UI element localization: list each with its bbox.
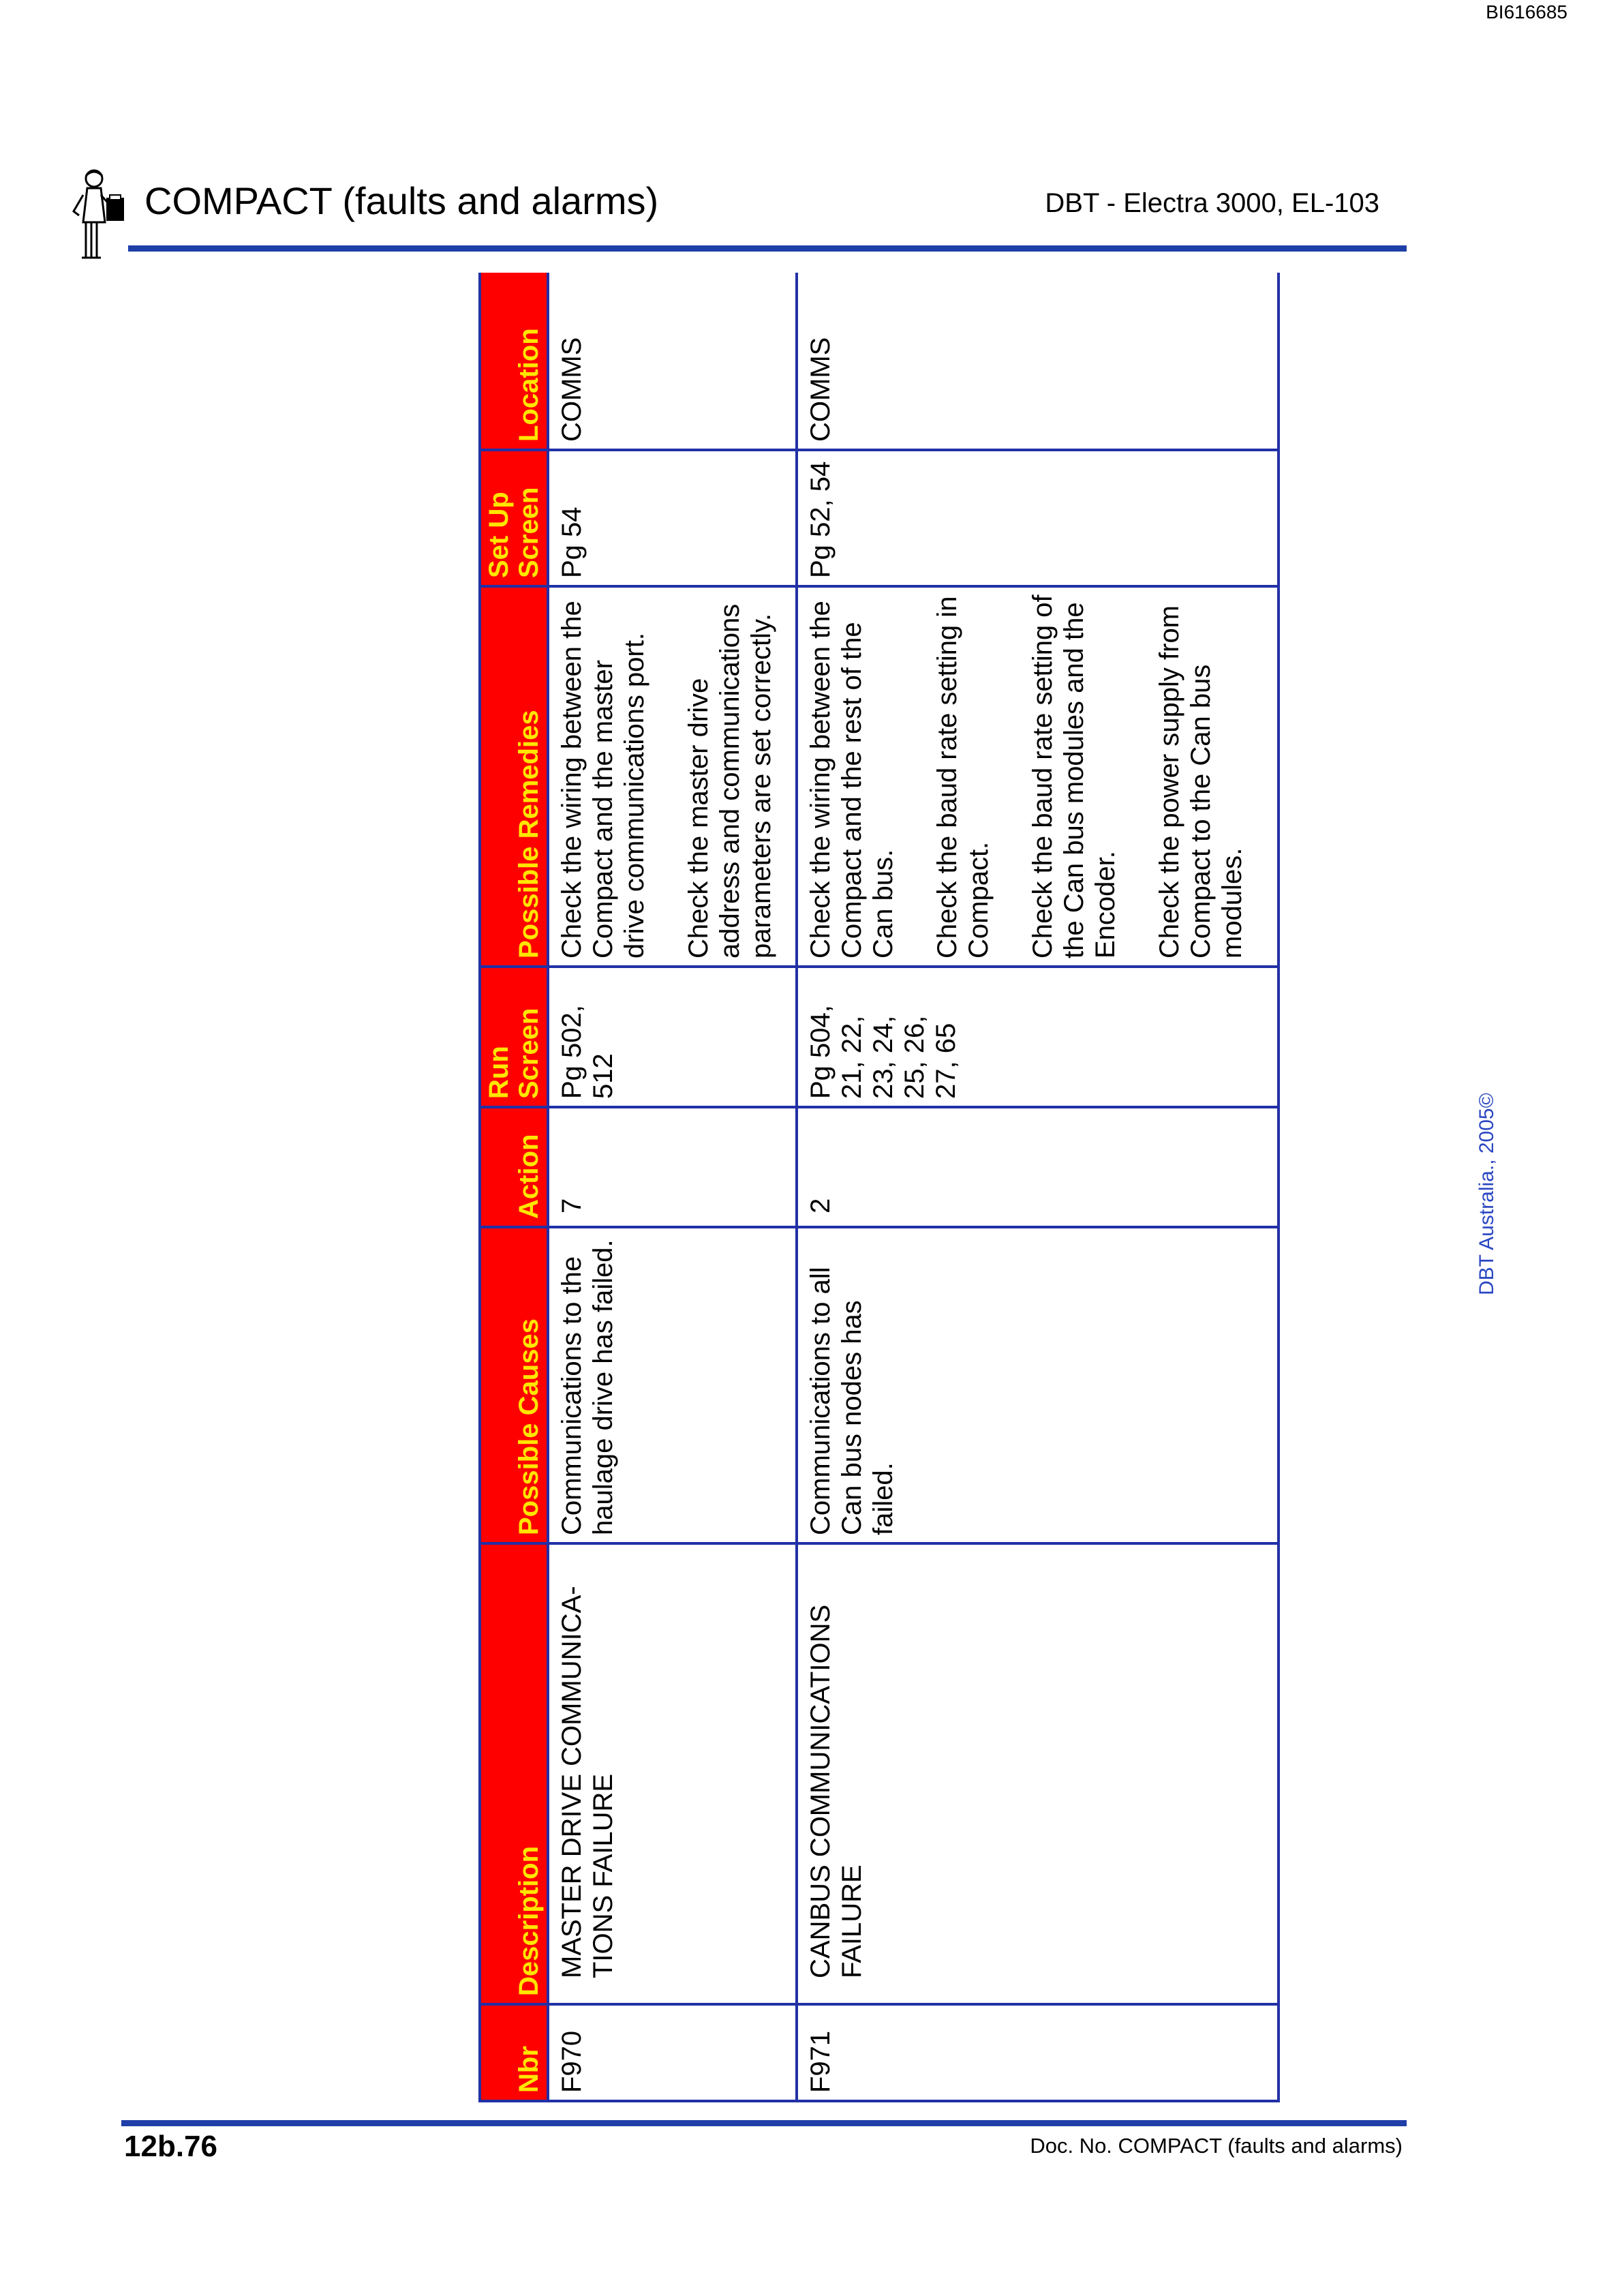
fault-setup-screen: Pg 52, 54	[797, 450, 1279, 586]
fault-action: 7	[548, 1107, 797, 1227]
fault-number: F970	[548, 2004, 797, 2101]
fault-description: CANBUS COMMUNICATIONS FAILURE	[797, 1543, 1279, 2004]
col-header-description: Description	[480, 1543, 548, 2004]
col-header-location: Location	[480, 273, 548, 450]
footer-rule	[121, 2120, 1407, 2126]
fault-table-frame	[478, 273, 1280, 2102]
fault-location: COMMS	[548, 273, 797, 450]
remedy-item: Check the master drive address and communications parameters are set correctly.	[684, 603, 776, 958]
fault-causes: Communications to the haulage drive has failed.	[548, 1227, 797, 1543]
col-header-causes: Possible Causes	[480, 1227, 548, 1543]
fault-number: F971	[797, 2004, 1279, 2101]
remedy-item: Check the power supply from Compact to the Can bus modules.	[1154, 605, 1248, 958]
remedy-item: Check the wiring between the Compact and the rest of the Can bus.	[806, 601, 899, 958]
header-rule	[128, 245, 1407, 252]
table-row	[548, 273, 797, 2101]
copyright-text: DBT Australia., 2005©	[1475, 1093, 1498, 1295]
col-header-remedies: Possible Remedies	[480, 586, 548, 967]
remedy-item: Check the baud rate setting of the Can bus modules and the Encoder.	[1028, 594, 1121, 958]
remedy-item: Check the baud rate setting in Compact.	[932, 596, 994, 958]
fault-table-rotated	[478, 273, 1280, 2102]
table-row	[797, 273, 1279, 2101]
fault-description: MASTER DRIVE COMMUNICA-TIONS FAILURE	[548, 1543, 797, 2004]
fault-location: COMMS	[797, 273, 1279, 450]
col-header-nbr: Nbr	[480, 2004, 548, 2101]
document-id: BI616685	[1486, 1, 1567, 22]
fault-action: 2	[797, 1107, 1279, 1227]
machine-reference: DBT - Electra 3000, EL-103	[1045, 188, 1379, 218]
remedy-item: Check the wiring between the Compact and the master drive communications port.	[557, 601, 649, 958]
col-header-action: Action	[480, 1107, 548, 1227]
col-header-setup-screen: Set Up Screen	[480, 450, 548, 586]
fault-remedies	[797, 586, 1279, 967]
col-header-run-screen: Run Screen	[480, 967, 548, 1107]
footer-doc-number: Doc. No. COMPACT (faults and alarms)	[1030, 2134, 1403, 2158]
fault-run-screen: Pg 504, 21, 22, 23, 24, 25, 26, 27, 65	[797, 967, 1279, 1107]
fault-causes: Communications to all Can bus nodes has failed.	[797, 1227, 1279, 1543]
page-number: 12b.76	[124, 2130, 217, 2163]
fault-remedies	[548, 586, 797, 967]
fault-run-screen: Pg 502, 512	[548, 967, 797, 1107]
technician-with-clipboard-icon	[71, 168, 134, 260]
table-header-row	[480, 273, 548, 2101]
fault-table	[478, 273, 1280, 2102]
fault-setup-screen: Pg 54	[548, 450, 797, 586]
page-title: COMPACT (faults and alarms)	[144, 179, 659, 222]
